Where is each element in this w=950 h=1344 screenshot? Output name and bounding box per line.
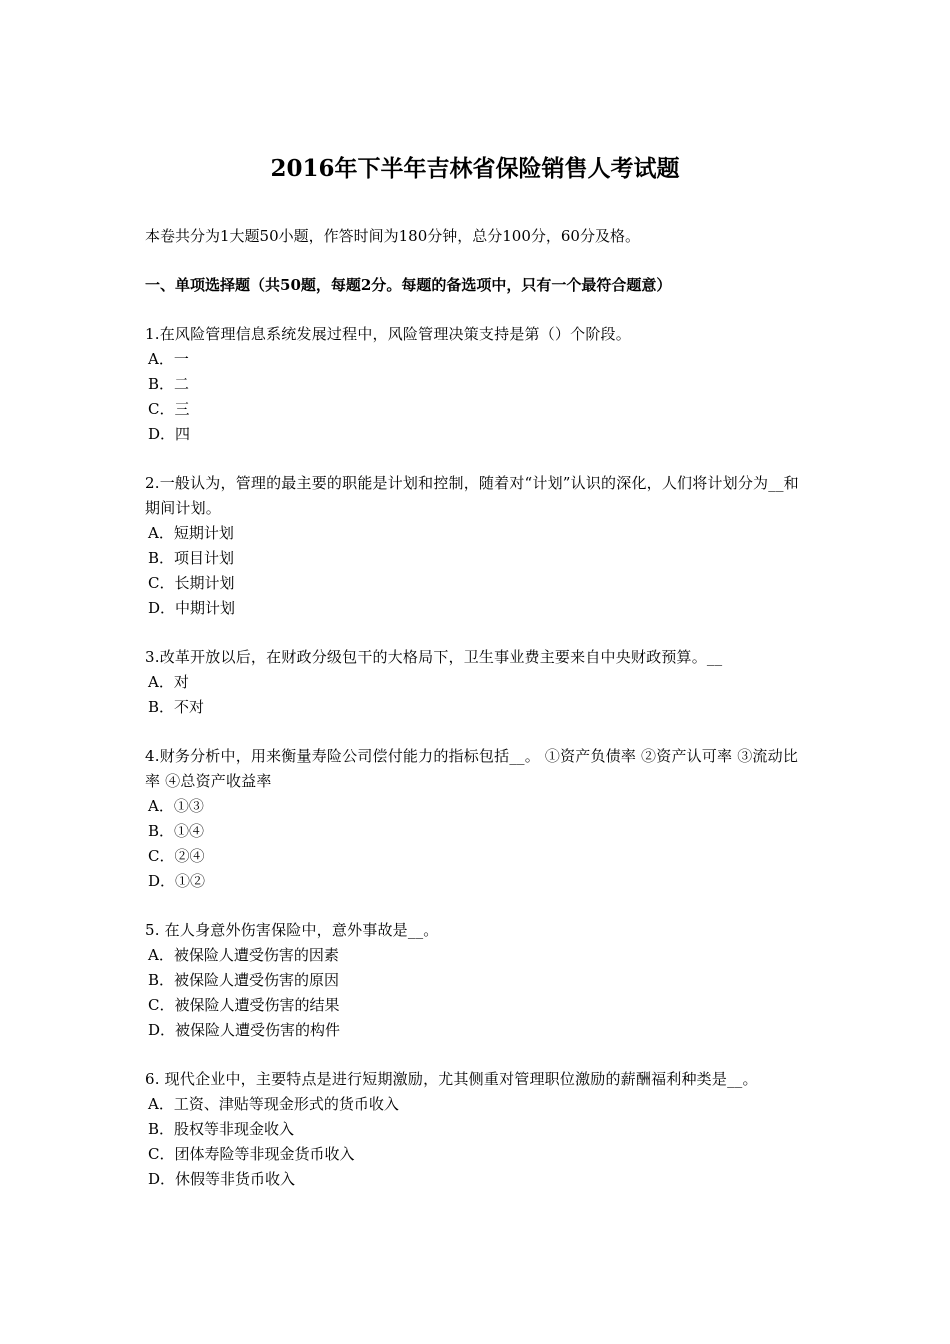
option-list (145, 794, 810, 894)
option-list (145, 347, 810, 447)
question-5 (145, 918, 810, 1043)
question-2 (145, 471, 810, 621)
exam-content (145, 224, 810, 1216)
option-a: A．工资、津贴等现金形式的货币收入 (148, 1095, 399, 1113)
option-c: C．团体寿险等非现金货币收入 (148, 1145, 355, 1163)
question-1 (145, 322, 810, 447)
question-4 (145, 744, 810, 894)
option-a: A．被保险人遭受伤害的因素 (148, 946, 339, 964)
option-list (145, 943, 810, 1043)
section-heading: 一、单项选择题（共50题，每题2分。每题的备选项中，只有一个最符合题意） (145, 276, 672, 294)
option-c: C．长期计划 (148, 574, 235, 592)
option-c: C．②④ (148, 847, 205, 865)
question-stem: 2.一般认为，管理的最主要的职能是计划和控制，随着对“计划”认识的深化，人们将计划分为__和期间计划。 (145, 474, 799, 517)
option-a: A．①③ (148, 797, 204, 815)
question-3 (145, 645, 810, 720)
option-b: B．被保险人遭受伤害的原因 (148, 971, 340, 989)
question-stem: 3.改革开放以后，在财政分级包干的大格局下，卫生事业费主要来自中央财政预算。__ (145, 648, 723, 666)
option-b: B．股权等非现金收入 (148, 1120, 295, 1138)
option-b: B．①④ (148, 822, 205, 840)
option-a: A．对 (148, 673, 189, 691)
option-b: B．不对 (148, 698, 205, 716)
option-list (145, 670, 810, 720)
option-list (145, 1092, 810, 1192)
option-d: D．中期计划 (148, 599, 236, 617)
question-6 (145, 1067, 810, 1192)
option-d: D．四 (148, 425, 191, 443)
option-b: B．二 (148, 375, 190, 393)
option-a: A．短期计划 (148, 524, 234, 542)
option-list (145, 521, 810, 621)
option-a: A．一 (148, 350, 189, 368)
question-stem: 1.在风险管理信息系统发展过程中，风险管理决策支持是第（）个阶段。 (145, 325, 631, 343)
option-d: D．①② (148, 872, 206, 890)
option-c: C．三 (148, 400, 190, 418)
option-b: B．项目计划 (148, 549, 235, 567)
option-d: D．休假等非货币收入 (148, 1170, 296, 1188)
exam-intro: 本卷共分为1大题50小题，作答时间为180分钟，总分100分，60分及格。 (145, 227, 640, 245)
option-c: C．被保险人遭受伤害的结果 (148, 996, 340, 1014)
page-title: 2016年下半年吉林省保险销售人考试题 (270, 155, 680, 182)
question-stem: 6. 现代企业中，主要特点是进行短期激励，尤其侧重对管理职位激励的薪酬福利种类是__。 (145, 1070, 758, 1088)
question-stem: 5. 在人身意外伤害保险中，意外事故是__。 (145, 921, 439, 939)
option-d: D．被保险人遭受伤害的构件 (148, 1021, 341, 1039)
question-stem: 4.财务分析中，用来衡量寿险公司偿付能力的指标包括__。 ①资产负债率 ②资产认可率 ③流动比率 ④总资产收益率 (145, 747, 799, 790)
